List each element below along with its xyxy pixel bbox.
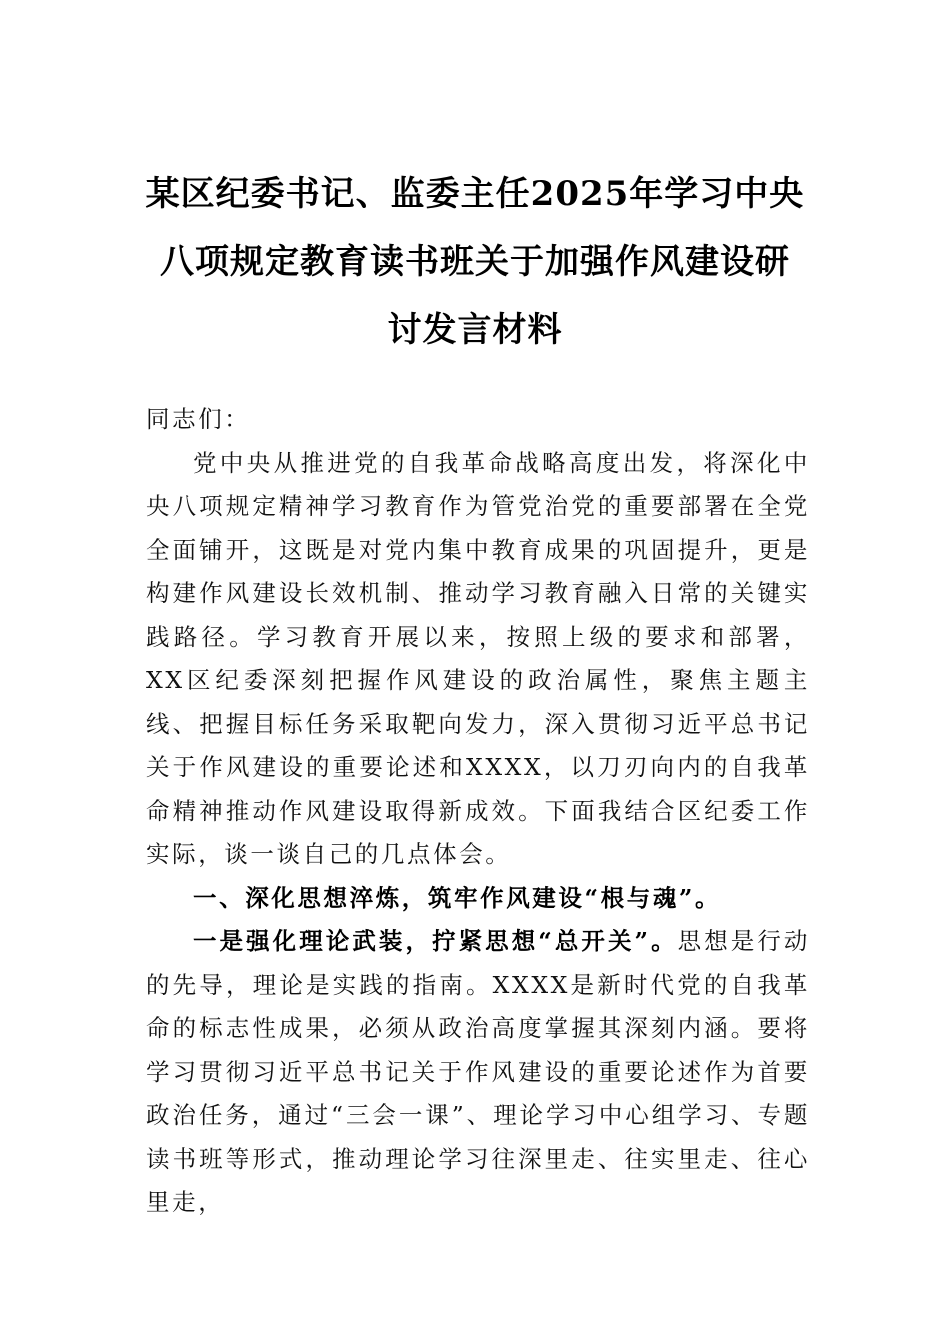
document-body: [146, 398, 810, 1225]
document-title: [140, 160, 810, 364]
intro-paragraph: 党中央从推进党的自我革命战略高度出发，将深化中央八项规定精神学习教育作为管党治党的重要部署在全党全面铺开，这既是对党内集中教育成果的巩固提升，更是构建作风建设长效机制、推动学习教育融入日常的关键实践路径。学习教育开展以来，按照上级的要求和部署，XX区纪委深刻把握作风建设的政治属性，聚焦主题主线、把握目标任务采取靶向发力，深入贯彻习近平总书记关于作风建设的重要论述和XXXX，以刀刃向内的自我革命精神推动作风建设取得新成效。下面我结合区纪委工作实际，谈一谈自己的几点体会。: [146, 448, 810, 868]
section-heading-1: 一、深化思想淬炼，筑牢作风建设“根与魂”。: [193, 883, 722, 912]
title-line-3: 讨发言材料: [387, 310, 563, 350]
paragraph-body-text: 思想是行动的先导，理论是实践的指南。XXXX是新时代党的自我革命的标志性成果，必须从政治高度掌握其深刻内涵。要将学习贯彻习近平总书记关于作风建设的重要论述作为首要政治任务，通过“三会一课”、理论学习中心组学习、专题读书班等形式，推动理论学习往深里走、往实里走、往心里走，: [146, 927, 811, 1216]
title-line-2: 八项规定教育读书班关于加强作风建设研: [160, 242, 790, 282]
title-line-1: 某区纪委书记、监委主任2025年学习中央: [145, 174, 805, 214]
section-1-paragraph-1: [146, 920, 810, 1225]
paragraph-lead-sentence: 一是强化理论武装，拧紧思想“总开关”。: [193, 927, 678, 955]
salutation: 同志们：: [146, 405, 251, 433]
